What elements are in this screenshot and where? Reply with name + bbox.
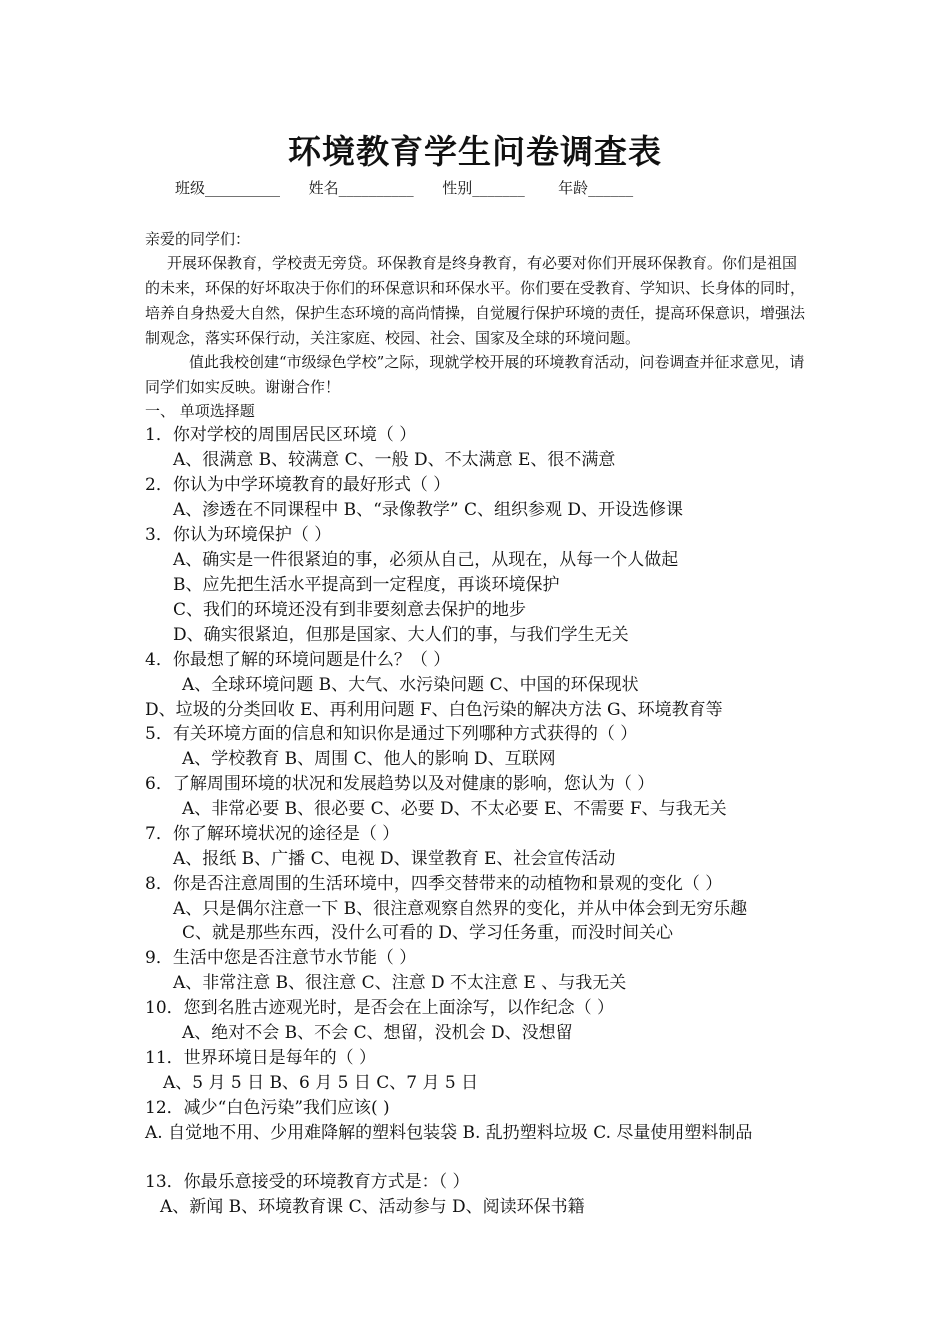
question-8: 8．你是否注意周围的生活环境中，四季交替带来的动植物和景观的变化（ ） (145, 874, 723, 894)
greeting: 亲爱的同学们： (145, 230, 251, 248)
question-11: 11．世界环境日是每年的（ ） (145, 1048, 377, 1068)
question-13: 13．你最乐意接受的环境教育方式是：（ ） (145, 1172, 470, 1192)
question-7-options: A、报纸 B、广播 C、电视 D、课堂教育 E、社会宣传活动 (173, 849, 616, 869)
question-7: 7．你了解环境状况的途径是（ ） (145, 824, 400, 844)
question-1-options: A、很满意 B、较满意 C、一般 D、不太满意 E、很不满意 (173, 450, 616, 470)
question-2: 2．你认为中学环境教育的最好形式（ ） (145, 475, 451, 495)
page-title: 环境教育学生问卷调查表 (288, 132, 662, 171)
question-8-options-1: A、只是偶尔注意一下 B、很注意观察自然界的变化，并从中体会到无穷乐趣 (173, 899, 748, 919)
intro-paragraph-1: 开展环保教育，学校责无旁贷。环保教育是终身教育，有必要对你们开展环保教育。你们是祖国的未来，环保的好坏取决于你们的环保意识和环保水平。你们要在受教育、学知识、长身体的同时，培养自身热爱大自然，保护生态环境的高尚情操，自觉履行保护环境的责任，提高环保意识，增强法制观念，落实环保行动，关注家庭、校园、社会、国家及全球的环境问题。 (145, 254, 806, 347)
question-5-options: A、学校教育 B、周围 C、他人的影响 D、互联网 (182, 749, 556, 769)
question-4-options-2: D、垃圾的分类回收 E、再利用问题 F、白色污染的解决方法 G、环境教育等 (145, 700, 723, 720)
question-10-options: A、绝对不会 B、不会 C、想留，没机会 D、没想留 (182, 1023, 573, 1043)
question-11-options: A、5 月 5 日 B、6 月 5 日 C、7 月 5 日 (163, 1073, 479, 1093)
question-1: 1．你对学校的周围居民区环境（ ） (145, 425, 417, 445)
question-9: 9．生活中您是否注意节水节能（ ） (145, 948, 417, 968)
question-3-option-b: B、应先把生活水平提高到一定程度，再谈环境保护 (173, 575, 560, 595)
question-9-options: A、非常注意 B、很注意 C、注意 D 不太注意 E 、与我无关 (173, 973, 627, 993)
question-3: 3．你认为环境保护（ ） (145, 525, 332, 545)
question-6-options: A、非常必要 B、很必要 C、必要 D、不太必要 E、不需要 F、与我无关 (182, 799, 727, 819)
question-4: 4．你最想了解的环境问题是什么？（ ） (145, 650, 451, 670)
question-5: 5．有关环境方面的信息和知识你是通过下列哪种方式获得的（ ） (145, 724, 638, 744)
question-6: 6．了解周围环境的状况和发展趋势以及对健康的影响，您认为（ ） (145, 774, 655, 794)
question-3-option-c: C、我们的环境还没有到非要刻意去保护的地步 (173, 600, 527, 620)
question-8-options-2: C、就是那些东西，没什么可看的 D、学习任务重，而没时间关心 (182, 923, 674, 943)
question-2-options: A、渗透在不同课程中 B、“录像教学” C、组织参观 D、开设选修课 (173, 500, 683, 520)
section-title: 一、 单项选择题 (145, 402, 255, 420)
intro-paragraph-2: 值此我校创建“市级绿色学校”之际，现就学校开展的环境教育活动，问卷调查并征求意见，请同学们如实反映。谢谢合作！ (145, 353, 805, 396)
question-3-option-d: D、确实很紧迫，但那是国家、大人们的事，与我们学生无关 (173, 625, 629, 645)
question-3-option-a: A、确实是一件很紧迫的事，必须从自己，从现在，从每一个人做起 (173, 550, 679, 570)
question-12-options: A. 自觉地不用、少用难降解的塑料包装袋 B. 乱扔塑料垃圾 C. 尽量使用塑料制品 (145, 1123, 753, 1143)
question-12: 12．减少“白色污染”我们应该( ) (145, 1098, 390, 1118)
question-4-options-1: A、全球环境问题 B、大气、水污染问题 C、中国的环保现状 (182, 675, 639, 695)
question-10: 10．您到名胜古迹观光时，是否会在上面涂写，以作纪念（ ） (145, 998, 615, 1018)
student-info-line: 班级__________ 姓名__________ 性别_______ 年龄______ (175, 179, 634, 197)
question-13-options: A、新闻 B、环境教育课 C、活动参与 D、阅读环保书籍 (160, 1197, 585, 1217)
